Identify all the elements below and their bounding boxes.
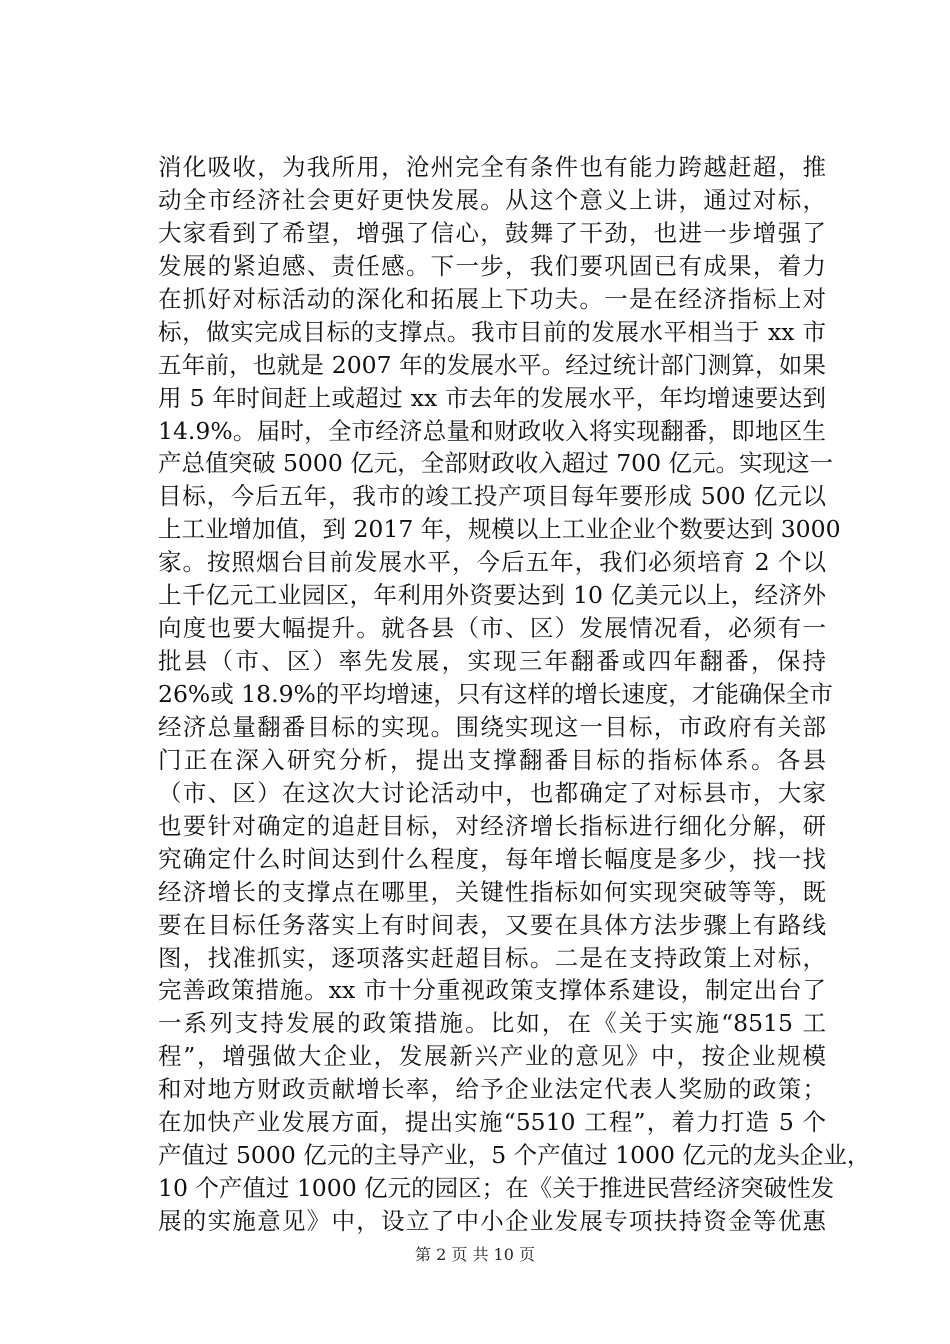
text-line: （市、区）在这次大讨论活动中，也都确定了对标县市，大家 bbox=[158, 778, 826, 807]
text-line: 在加快产业发展方面，提出实施“5510 工程”，着力打造 5 个 bbox=[158, 1108, 826, 1137]
text-line: 大家看到了希望，增强了信心，鼓舞了干劲，也进一步增强了 bbox=[158, 218, 826, 247]
text-line: 向度也要大幅提升。就各县（市、区）发展情况看，必须有一 bbox=[158, 614, 826, 643]
text-line: 在抓好对标活动的深化和拓展上下功夫。一是在经济指标上对 bbox=[158, 284, 826, 313]
text-line: 产值过 5000 亿元的主导产业，5 个产值过 1000 亿元的龙头企业， bbox=[158, 1141, 871, 1170]
text-line: 门正在深入研究分析，提出支撑翻番目标的指标体系。各县 bbox=[158, 745, 826, 774]
text-line: 用 5 年时间赶上或超过 xx 市去年的发展水平，年均增速要达到 bbox=[158, 383, 826, 412]
text-line: 目标，今后五年，我市的竣工投产项目每年要形成 500 亿元以 bbox=[158, 482, 826, 511]
text-line: 经济增长的支撑点在哪里，关键性指标如何实现突破等等，既 bbox=[158, 877, 826, 906]
text-line: 程”，增强做大企业，发展新兴产业的意见》中，按企业规模 bbox=[158, 1042, 826, 1071]
text-line: 消化吸收，为我所用，沧州完全有条件也有能力跨越赶超，推 bbox=[158, 153, 826, 181]
text-line: 一系列支持发展的政策措施。比如，在《关于实施“8515 工 bbox=[158, 1009, 826, 1038]
text-line: 和对地方财政贡献增长率，给予企业法定代表人奖励的政策； bbox=[158, 1075, 826, 1104]
text-line: 10 个产值过 1000 亿元的园区；在《关于推进民营经济突破性发 bbox=[158, 1174, 835, 1203]
text-line: 上工业增加值，到 2017 年，规模以上工业企业个数要达到 3000 bbox=[158, 515, 841, 544]
text-line: 产总值突破 5000 亿元，全部财政收入超过 700 亿元。实现这一 bbox=[158, 449, 834, 478]
page-number-footer: 第 2 页 共 10 页 bbox=[415, 1245, 535, 1264]
text-line: 也要针对确定的追赶目标，对经济增长指标进行细化分解，研 bbox=[158, 811, 826, 840]
text-line: 五年前，也就是 2007 年的发展水平。经过统计部门测算，如果 bbox=[158, 350, 826, 379]
text-line: 批县（市、区）率先发展，实现三年翻番或四年翻番，保持 bbox=[158, 647, 826, 676]
text-line: 图，找准抓实，逐项落实赶超目标。二是在支持政策上对标， bbox=[158, 943, 826, 972]
text-line: 究确定什么时间达到什么程度，每年增长幅度是多少，找一找 bbox=[158, 844, 826, 873]
text-line: 要在目标任务落实上有时间表，又要在具体方法步骤上有路线 bbox=[158, 910, 826, 939]
text-line: 经济总量翻番目标的实现。围绕实现这一目标，市政府有关部 bbox=[158, 712, 826, 741]
text-line: 14.9%。届时，全市经济总量和财政收入将实现翻番，即地区生 bbox=[158, 416, 826, 445]
text-line: 26%或 18.9%的平均增速，只有这样的增长速度，才能确保全市 bbox=[158, 680, 833, 708]
text-line: 家。按照烟台目前发展水平，今后五年，我们必须培育 2 个以 bbox=[158, 548, 826, 577]
text-line: 上千亿元工业园区，年利用外资要达到 10 亿美元以上，经济外 bbox=[158, 581, 826, 610]
text-line: 发展的紧迫感、责任感。下一步，我们要巩固已有成果，着力 bbox=[158, 251, 826, 280]
text-line: 标，做实完成目标的支撑点。我市目前的发展水平相当于 xx 市 bbox=[158, 317, 826, 346]
text-line: 动全市经济社会更好更快发展。从这个意义上讲，通过对标， bbox=[158, 185, 826, 214]
text-line: 完善政策措施。xx 市十分重视政策支撑体系建设，制定出台了 bbox=[158, 976, 826, 1005]
text-line: 展的实施意见》中，设立了中小企业发展专项扶持资金等优惠 bbox=[158, 1207, 826, 1235]
